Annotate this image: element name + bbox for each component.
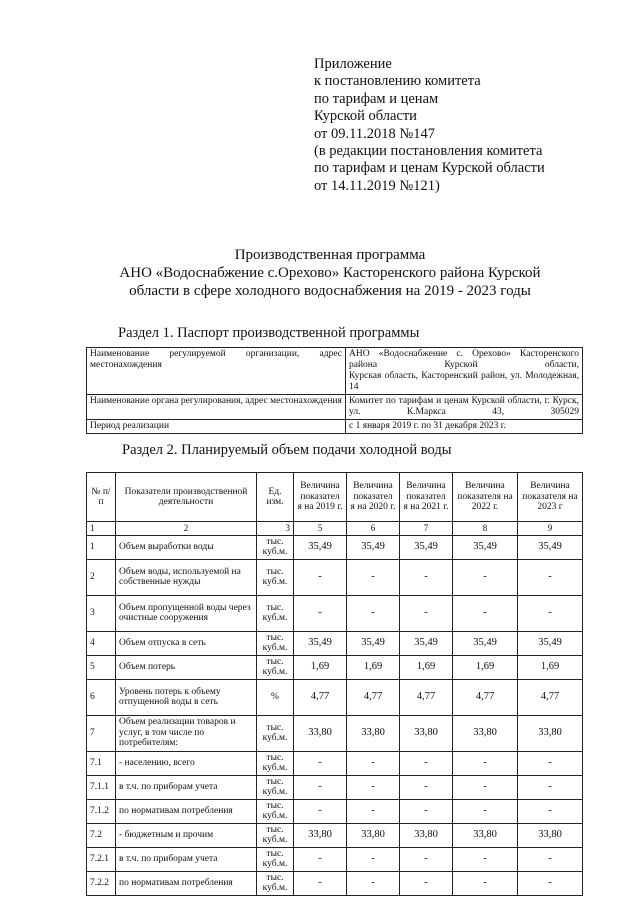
row-indicator: в т.ч. по приборам учета [116,775,257,799]
row-value: 35,49 [294,631,347,655]
row-value: 1,69 [518,655,583,679]
row-unit: тыс. куб.м. [257,595,294,631]
row-value: - [294,595,347,631]
row-unit: тыс. куб.м. [257,535,294,559]
row-value: - [453,775,518,799]
row-value: - [294,847,347,871]
row-unit: тыс. куб.м. [257,871,294,895]
col-number: 5 [294,522,347,536]
title-line-3: области в сфере холодного водоснабжения на 2019 - 2023 годы [129,283,531,299]
row-value: 4,77 [453,679,518,715]
appendix-line: от 09.11.2018 №147 [314,125,435,142]
table-row [87,679,583,715]
row-indicator: - бюджетным и прочим [116,823,257,847]
row-value: 35,49 [347,535,400,559]
row-unit: тыс. куб.м. [257,559,294,595]
appendix-line: по тарифам и ценам Курской области [314,160,545,177]
passport-row [87,420,583,434]
row-number: 6 [87,679,116,715]
row-value: - [400,775,453,799]
row-value: - [347,871,400,895]
row-number: 7.1.1 [87,775,116,799]
row-unit: тыс. куб.м. [257,775,294,799]
col-number: 7 [400,522,453,536]
row-indicator: Уровень потерь к объему отпущенной воды в сеть [116,679,257,715]
row-unit: тыс. куб.м. [257,655,294,679]
row-number: 1 [87,535,116,559]
row-value: - [453,595,518,631]
row-indicator: Объем потерь [116,655,257,679]
row-value: 33,80 [400,823,453,847]
row-value: - [347,595,400,631]
row-value: - [453,847,518,871]
header-2019: Величина показател я на 2019 г. [294,473,347,522]
table-header-row [87,473,583,522]
row-value: 35,49 [294,535,347,559]
row-unit: % [257,679,294,715]
table-body [87,535,583,895]
section-2-heading: Раздел 2. Планируемый объем подачи холодной воды [122,442,452,458]
row-number: 5 [87,655,116,679]
row-value: - [400,799,453,823]
row-number: 7.2 [87,823,116,847]
appendix-line: Курской области [314,108,417,125]
row-value: - [294,559,347,595]
table-row [87,871,583,895]
col-number: 9 [518,522,583,536]
row-value: 33,80 [347,715,400,751]
row-number: 4 [87,631,116,655]
passport-value: с 1 января 2019 г. по 31 декабря 2023 г. [346,420,583,434]
row-indicator: по нормативам потребления [116,871,257,895]
document-title [70,246,590,300]
appendix-block [314,56,614,195]
row-value: 33,80 [400,715,453,751]
row-value: 33,80 [453,715,518,751]
row-value: - [453,871,518,895]
row-value: 35,49 [518,535,583,559]
row-value: - [518,775,583,799]
row-value: - [518,751,583,775]
passport-value: Комитет по тарифам и ценам Курской области, г. Курск, ул. К.Маркса 43, 305029 [346,395,583,420]
row-number: 7.1.2 [87,799,116,823]
row-unit: тыс. куб.м. [257,823,294,847]
col-number: 3 [257,522,294,536]
header-indicator: Показатели производственной деятельности [116,473,257,522]
row-value: 33,80 [294,823,347,847]
row-value: 35,49 [347,631,400,655]
header-2023: Величина показателя на 2023 г [518,473,583,522]
volume-table [86,472,583,896]
row-value: 35,49 [453,535,518,559]
row-unit: тыс. куб.м. [257,847,294,871]
row-value: 35,49 [518,631,583,655]
row-unit: тыс. куб.м. [257,799,294,823]
row-number: 7.2.1 [87,847,116,871]
row-value: 35,49 [453,631,518,655]
row-unit: тыс. куб.м. [257,751,294,775]
col-number: 6 [347,522,400,536]
appendix-line: Приложение [314,56,392,72]
row-value: 33,80 [347,823,400,847]
row-value: - [518,847,583,871]
row-value: 33,80 [518,823,583,847]
row-indicator: Объем выработки воды [116,535,257,559]
row-value: - [518,595,583,631]
row-value: - [347,799,400,823]
row-indicator: Объем воды, используемой на собственные нужды [116,559,257,595]
row-value: - [453,799,518,823]
row-value: 1,69 [347,655,400,679]
passport-label: Наименование органа регулирования, адрес местонахождения [87,395,346,420]
row-value: - [294,775,347,799]
row-value: - [518,871,583,895]
section-1-heading: Раздел 1. Паспорт производственной программы [118,325,420,341]
row-value: - [518,799,583,823]
row-value: - [400,871,453,895]
header-unit: Ед. изм. [257,473,294,522]
row-value: 4,77 [347,679,400,715]
row-value: 4,77 [294,679,347,715]
row-number: 7.2.2 [87,871,116,895]
row-value: 33,80 [453,823,518,847]
row-number: 7 [87,715,116,751]
passport-label: Период реализации [87,420,346,434]
row-value: - [294,871,347,895]
appendix-line: от 14.11.2019 №121) [314,177,440,194]
row-value: - [294,751,347,775]
row-value: - [400,559,453,595]
table-row [87,535,583,559]
appendix-line: к постановлению комитета [314,73,481,90]
header-2021: Величина показател я на 2021 г. [400,473,453,522]
header-2022: Величина показателя на 2022 г. [453,473,518,522]
col-number: 1 [87,522,116,536]
title-line-2: АНО «Водоснабжение с.Орехово» Касторенского района Курской [119,265,541,281]
table-row [87,715,583,751]
row-value: 1,69 [453,655,518,679]
table-row [87,775,583,799]
row-value: - [400,751,453,775]
passport-value-line: АНО «Водоснабжение с. Орехово» Касторенского района Курской области, [349,349,579,370]
row-indicator: Объем пропущенной воды через очистные сооружения [116,595,257,631]
row-indicator: Объем реализации товаров и услуг, в том числе по потребителям: [116,715,257,751]
table-row [87,751,583,775]
row-value: - [453,559,518,595]
table-row [87,559,583,595]
row-unit: тыс. куб.м. [257,715,294,751]
passport-value-line: Курская область, Касторенский район, ул. Молодежная, 14 [349,371,579,392]
row-unit: тыс. куб.м. [257,631,294,655]
row-value: 4,77 [400,679,453,715]
column-number-row [87,522,583,536]
table-row [87,631,583,655]
table-row [87,823,583,847]
row-value: 35,49 [400,631,453,655]
row-value: 1,69 [400,655,453,679]
appendix-line: (в редакции постановления комитета [314,143,543,160]
row-value: - [347,559,400,595]
passport-label: Наименование регулируемой организации, адрес местонахождения [87,348,346,395]
row-indicator: Объем отпуска в сеть [116,631,257,655]
col-number: 8 [453,522,518,536]
col-number: 2 [116,522,257,536]
table-row [87,595,583,631]
row-value: 1,69 [294,655,347,679]
table-row [87,847,583,871]
title-line-1: Производственная программа [234,247,426,263]
header-2020: Величина показател я на 2020 г. [347,473,400,522]
row-value: 33,80 [518,715,583,751]
passport-table [86,347,583,434]
row-number: 7.1 [87,751,116,775]
row-value: - [347,847,400,871]
row-indicator: по нормативам потребления [116,799,257,823]
header-num: № п/п [87,473,116,522]
row-value: - [347,775,400,799]
passport-row [87,395,583,420]
table-row [87,799,583,823]
row-number: 2 [87,559,116,595]
row-value: - [453,751,518,775]
row-value: 4,77 [518,679,583,715]
row-value: - [400,847,453,871]
row-indicator: в т.ч. по приборам учета [116,847,257,871]
row-value: - [347,751,400,775]
row-value: - [400,595,453,631]
passport-row [87,348,583,395]
row-indicator: - населению, всего [116,751,257,775]
row-value: - [518,559,583,595]
row-value: - [294,799,347,823]
table-row [87,655,583,679]
row-value: 33,80 [294,715,347,751]
row-number: 3 [87,595,116,631]
passport-value [346,348,583,395]
row-value: 35,49 [400,535,453,559]
appendix-line: по тарифам и ценам [314,90,439,107]
